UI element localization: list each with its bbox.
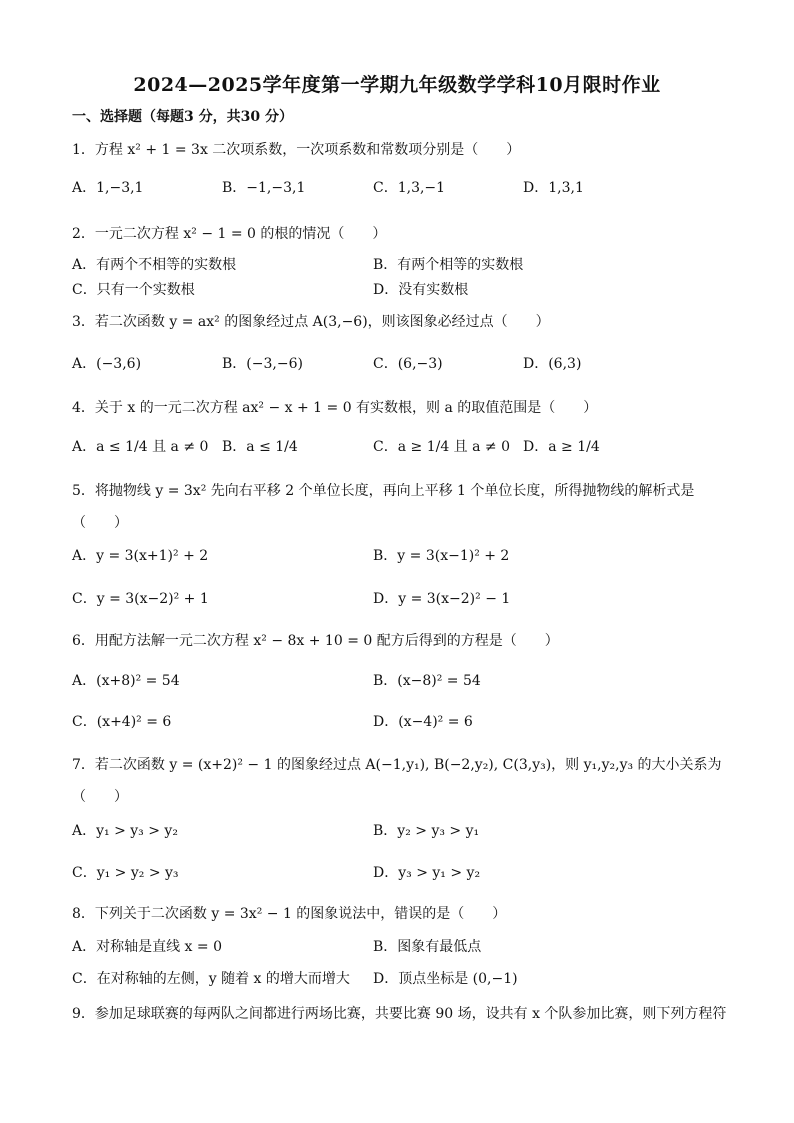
question-6-option-d: D．(x−4)² = 6	[373, 714, 473, 730]
question-1-option-b: B．−1,−3,1	[222, 180, 306, 196]
question-1-option-d: D．1,3,1	[523, 180, 584, 196]
question-2-option-d: D．没有实数根	[373, 282, 469, 298]
question-1-stem: 1．方程 x² + 1 = 3x 二次项系数，一次项系数和常数项分别是（ ）	[72, 142, 521, 158]
question-2-option-b: B．有两个相等的实数根	[373, 257, 524, 273]
page-title: 2024—2025学年度第一学期九年级数学学科10月限时作业	[133, 74, 661, 96]
question-7-option-b: B．y₂ > y₃ > y₁	[373, 823, 480, 839]
question-8-stem: 8．下列关于二次函数 y = 3x² − 1 的图象说法中，错误的是（ ）	[72, 906, 507, 922]
question-1-option-a: A．1,−3,1	[72, 180, 144, 196]
question-5-stem-cont: （ ）	[72, 515, 128, 531]
question-2-option-a: A．有两个不相等的实数根	[72, 257, 237, 273]
question-3-stem: 3．若二次函数 y = ax² 的图象经过点 A(3,−6)，则该图象必经过点（ ）	[72, 314, 550, 330]
question-5-option-d: D．y = 3(x−2)² − 1	[373, 591, 511, 607]
question-4-option-d: D．a ≥ 1/4	[523, 439, 600, 455]
question-1-option-c: C．1,3,−1	[373, 180, 446, 196]
question-8-option-b: B．图象有最低点	[373, 939, 482, 955]
question-2-stem: 2．一元二次方程 x² − 1 = 0 的根的情况（ ）	[72, 226, 387, 242]
question-7-option-c: C．y₁ > y₂ > y₃	[72, 865, 179, 881]
question-2-option-c: C．只有一个实数根	[72, 282, 195, 298]
question-3-option-b: B．(−3,−6)	[222, 356, 303, 372]
section-heading: 一、选择题（每题3 分，共30 分）	[72, 109, 293, 125]
question-7-stem: 7．若二次函数 y = (x+2)² − 1 的图象经过点 A(−1,y₁), B(−2,y₂), C(3,y₃)，则 y₁,y₂,y₃ 的大小关系为	[72, 757, 722, 773]
question-9-stem: 9．参加足球联赛的每两队之间都进行两场比赛，共要比赛 90 场，设共有 x 个队参加比赛，则下列方程符	[72, 1006, 727, 1022]
question-5-option-a: A．y = 3(x+1)² + 2	[72, 548, 209, 564]
question-5-option-b: B．y = 3(x−1)² + 2	[373, 548, 510, 564]
question-5-stem: 5．将抛物线 y = 3x² 先向右平移 2 个单位长度，再向上平移 1 个单位长度，所得抛物线的解析式是	[72, 483, 695, 499]
question-4-option-c: C．a ≥ 1/4 且 a ≠ 0	[373, 439, 511, 455]
question-8-option-a: A．对称轴是直线 x = 0	[72, 939, 222, 955]
question-7-option-d: D．y₃ > y₁ > y₂	[373, 865, 481, 881]
question-8-option-c: C．在对称轴的左侧，y 随着 x 的增大而增大	[72, 971, 350, 987]
question-6-option-b: B．(x−8)² = 54	[373, 673, 481, 689]
question-6-option-a: A．(x+8)² = 54	[72, 673, 180, 689]
question-5-option-c: C．y = 3(x−2)² + 1	[72, 591, 209, 607]
question-8-option-d: D．顶点坐标是 (0,−1)	[373, 971, 518, 987]
question-3-option-c: C．(6,−3)	[373, 356, 443, 372]
question-3-option-a: A．(−3,6)	[72, 356, 142, 372]
question-7-option-a: A．y₁ > y₃ > y₂	[72, 823, 178, 839]
question-3-option-d: D．(6,3)	[523, 356, 582, 372]
question-6-stem: 6．用配方法解一元二次方程 x² − 8x + 10 = 0 配方后得到的方程是（ ）	[72, 633, 559, 649]
question-4-option-b: B．a ≤ 1/4	[222, 439, 298, 455]
question-4-option-a: A．a ≤ 1/4 且 a ≠ 0	[72, 439, 209, 455]
question-7-stem-cont: （ ）	[72, 789, 128, 805]
question-6-option-c: C．(x+4)² = 6	[72, 714, 172, 730]
question-4-stem: 4．关于 x 的一元二次方程 ax² − x + 1 = 0 有实数根，则 a 的取值范围是（ ）	[72, 400, 598, 416]
